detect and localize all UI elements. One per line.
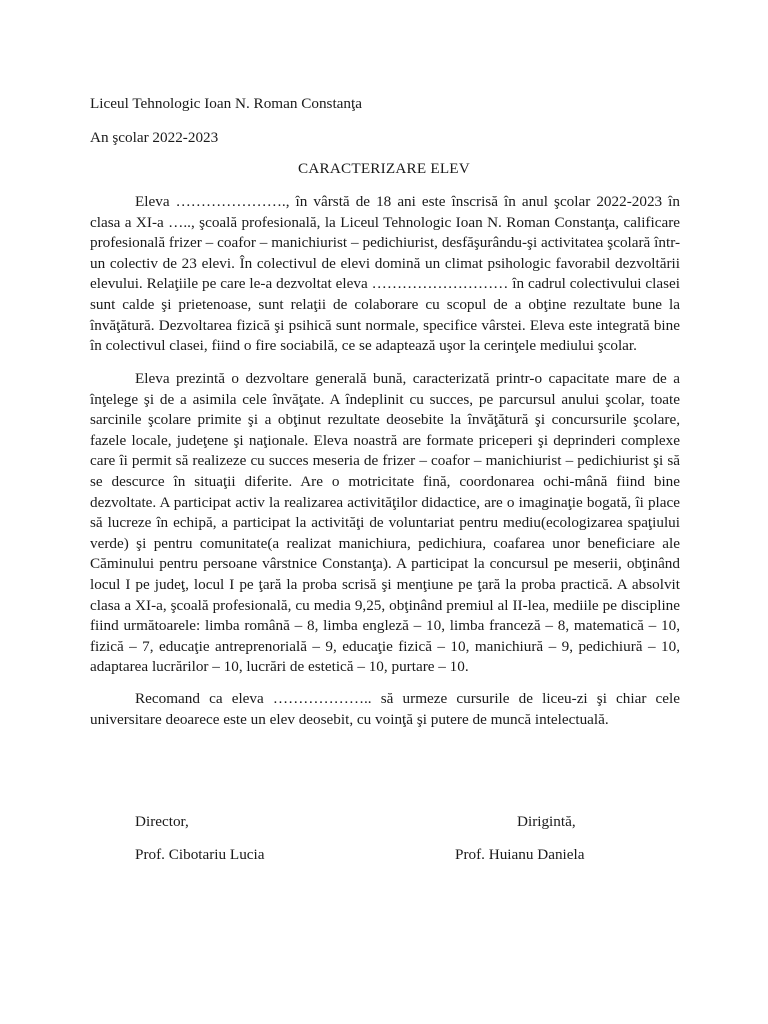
- paragraph-intro: Eleva …………………., în vârstă de 18 ani este înscrisă în anul şcolar 2022-2023 în clasa a XI-a ….., şcoală profesională, la Liceul Tehnologic Ioan N. Roman Constanţa, calificare profesională frizer – coafor – manichiurist – pedichiurist, desfăşurându-şi activitatea şcolară într-un colectiv de 23 elevi. În colectivul de elevi domină un climat psihologic favorabil dezvoltării elevului. Relaţiile pe care le-a dezvoltat eleva ……………………… în cadrul colectivului clasei sunt calde şi prietenoase, sunt relaţii de colaborare cu scopul de a obţine rezultate bune la învăţătură. Dezvoltarea fizică şi psihică sunt normale, specifice vârstei. Eleva este integrată bine în colectivul clasei, fiind o fire sociabilă, ce se adaptează uşor la cerinţele mediului şcolar.: [90, 193, 680, 355]
- diriginta-label: Dirigintă,: [517, 813, 576, 830]
- paragraph-development: Eleva prezintă o dezvoltare generală bună, caracterizată printr-o capacitate mare de a înţelege şi de a asimila cele învăţate. A îndeplinit cu succes, pe parcursul anului şcolar, toate sarcinile şcolare primite şi a obţinut rezultate deosebite la învăţătură şi concursurile şcolare, fazele locale, judeţene şi naţionale. Eleva noastră are formate priceperi şi deprinderi complexe care îi permit să realizeze cu succes meseria de frizer – coafor – manichiurist – pedichiurist şi să se descurce în situaţii diferite. Are o motricitate fină, coordonarea ochi-mână fiind bine dezvoltate. A participat activ la realizarea activităţilor didactice, are o imaginaţie bogată, îi place să lucreze în echipă, a participat la activităţi de voluntariat pentru mediu(ecologizarea spaţiului verde) şi pentru comunitate(a realizat manichiura, pedichiura, coafarea unor beneficiare ale Căminului pentru persoane vârstnice Constanţa). A participat la concursul pe meserii, obţinând locul I pe judeţ, locul I pe ţară la proba scrisă şi menţiune pe ţară la proba practică. A absolvit clasa a XI-a, şcoală profesională, cu media 9,25, obţinând premiul al II-lea, mediile pe discipline fiind următoarele: limba română – 8, limba engleză – 10, limba franceză – 8, matematică – 10, fizică – 7, educaţie antreprenorială – 9, educaţie fizică – 10, manichiură – 9, pedichiură – 10, adaptarea lucrărilor – 10, lucrări de estetică – 10, purtare – 10.: [90, 370, 680, 676]
- school-name: Liceul Tehnologic Ioan N. Roman Constanţa: [90, 95, 362, 112]
- school-year: An şcolar 2022-2023: [90, 129, 219, 146]
- document-title: CARACTERIZARE ELEV: [298, 160, 470, 177]
- paragraph-recommendation: Recomand ca eleva ……………….. să urmeze cursurile de liceu-zi şi chiar cele universitare deoarece este un elev deosebit, cu voinţă şi putere de muncă intelectuală.: [90, 690, 680, 728]
- director-name: Prof. Cibotariu Lucia: [135, 846, 265, 863]
- diriginta-name: Prof. Huianu Daniela: [455, 846, 585, 863]
- director-label: Director,: [135, 813, 189, 830]
